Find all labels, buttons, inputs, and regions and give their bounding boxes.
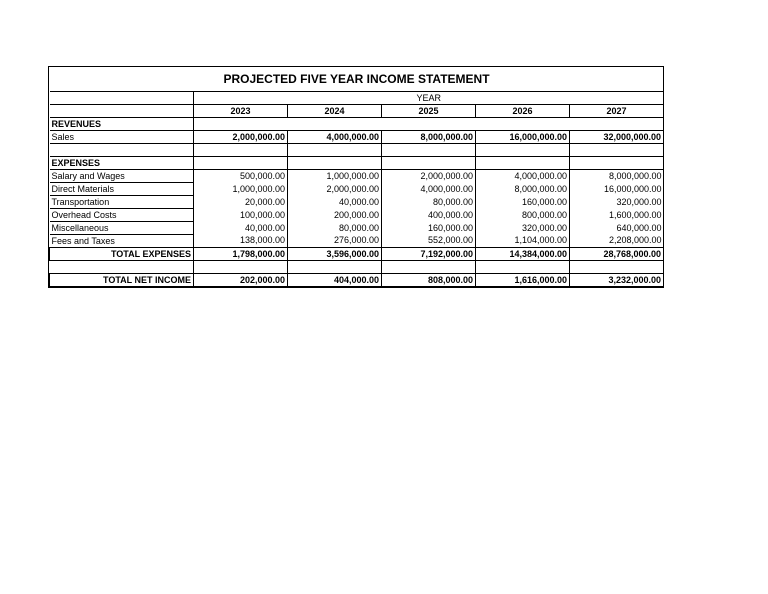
expense-value: 320,000.00	[616, 196, 662, 207]
expense-value: 1,000,000.00	[288, 170, 382, 183]
expense-value: 800,000.00	[476, 209, 570, 222]
net-income-value: 404,000.00	[288, 274, 382, 287]
blank-cell	[476, 157, 570, 170]
expense-value: 1,600,000.00	[608, 209, 662, 220]
expense-value: 80,000.00	[288, 222, 382, 235]
year-label: 2026	[476, 105, 570, 118]
expense-value: 200,000.00	[288, 209, 382, 222]
total-expenses-value: 28,768,000.00	[570, 248, 664, 261]
statement-title: PROJECTED FIVE YEAR INCOME STATEMENT	[50, 67, 664, 92]
blank-cell	[194, 157, 288, 170]
expense-value: 4,000,000.00	[476, 170, 570, 183]
row-label: Miscellaneous	[50, 222, 194, 235]
blank-cell	[570, 144, 664, 157]
row-label: Sales	[50, 131, 194, 144]
expense-value: 2,208,000.00	[608, 235, 662, 246]
blank-cell	[194, 118, 664, 131]
blank-cell	[50, 144, 194, 157]
expense-value: 320,000.00	[476, 222, 570, 235]
total-expenses-value: 14,384,000.00	[476, 248, 570, 261]
row-label: Fees and Taxes	[50, 235, 194, 248]
expense-value: 640,000.00	[616, 222, 662, 233]
blank-cell	[50, 92, 194, 105]
total-net-income-label: TOTAL NET INCOME	[50, 274, 194, 287]
blank-cell	[288, 144, 382, 157]
blank-cell	[50, 261, 194, 274]
expense-value: 4,000,000.00	[382, 183, 476, 196]
expense-value: 80,000.00	[382, 196, 476, 209]
expense-value: 8,000,000.00	[476, 183, 570, 196]
expense-value: 2,000,000.00	[288, 183, 382, 196]
sales-value: 8,000,000.00	[382, 131, 476, 144]
year-label: 2025	[382, 105, 476, 118]
blank-cell	[194, 144, 288, 157]
row-label: Direct Materials	[50, 183, 194, 196]
expense-value: 160,000.00	[382, 222, 476, 235]
blank-cell	[288, 261, 382, 274]
expense-value: 16,000,000.00	[603, 183, 662, 194]
expense-value: 400,000.00	[382, 209, 476, 222]
net-income-value: 202,000.00	[194, 274, 288, 287]
sales-value: 32,000,000.00	[570, 131, 664, 144]
net-income-value: 3,232,000.00	[570, 274, 664, 287]
sales-value: 16,000,000.00	[476, 131, 570, 144]
expense-value: 500,000.00	[194, 170, 288, 183]
expense-value: 1,000,000.00	[194, 183, 288, 196]
total-expenses-value: 1,798,000.00	[194, 248, 288, 261]
expense-value: 20,000.00	[194, 196, 288, 209]
year-label: 2024	[288, 105, 382, 118]
expense-value: 8,000,000.00	[608, 170, 662, 181]
expenses-heading: EXPENSES	[50, 157, 194, 170]
expense-value: 100,000.00	[194, 209, 288, 222]
expense-value: 276,000.00	[288, 235, 382, 248]
expense-value: 160,000.00	[476, 196, 570, 209]
blank-cell	[382, 157, 476, 170]
blank-cell	[288, 157, 382, 170]
blank-cell	[382, 144, 476, 157]
expense-value: 1,104,000.00	[476, 235, 570, 248]
income-statement-sheet	[48, 66, 664, 288]
expense-value: 2,000,000.00	[382, 170, 476, 183]
blank-cell	[476, 261, 570, 274]
net-income-value: 1,616,000.00	[476, 274, 570, 287]
blank-cell	[570, 157, 664, 170]
blank-cell	[476, 144, 570, 157]
expense-value: 138,000.00	[194, 235, 288, 248]
revenues-heading: REVENUES	[50, 118, 194, 131]
blank-cell	[194, 261, 288, 274]
row-label: Transportation	[50, 196, 194, 209]
blank-cell	[382, 261, 476, 274]
year-label: 2023	[194, 105, 288, 118]
expense-value: 40,000.00	[288, 196, 382, 209]
total-expenses-value: 3,596,000.00	[288, 248, 382, 261]
net-income-value: 808,000.00	[382, 274, 476, 287]
sales-value: 2,000,000.00	[194, 131, 288, 144]
expense-value: 40,000.00	[194, 222, 288, 235]
total-expenses-value: 7,192,000.00	[382, 248, 476, 261]
income-statement-table	[49, 67, 664, 287]
row-label: Salary and Wages	[50, 170, 194, 183]
year-header: YEAR	[416, 92, 442, 103]
expense-value: 552,000.00	[382, 235, 476, 248]
row-label: Overhead Costs	[50, 209, 194, 222]
sales-value: 4,000,000.00	[288, 131, 382, 144]
blank-cell	[50, 105, 194, 118]
blank-cell	[570, 261, 664, 274]
total-expenses-label: TOTAL EXPENSES	[50, 248, 194, 261]
year-label: 2027	[570, 105, 664, 118]
